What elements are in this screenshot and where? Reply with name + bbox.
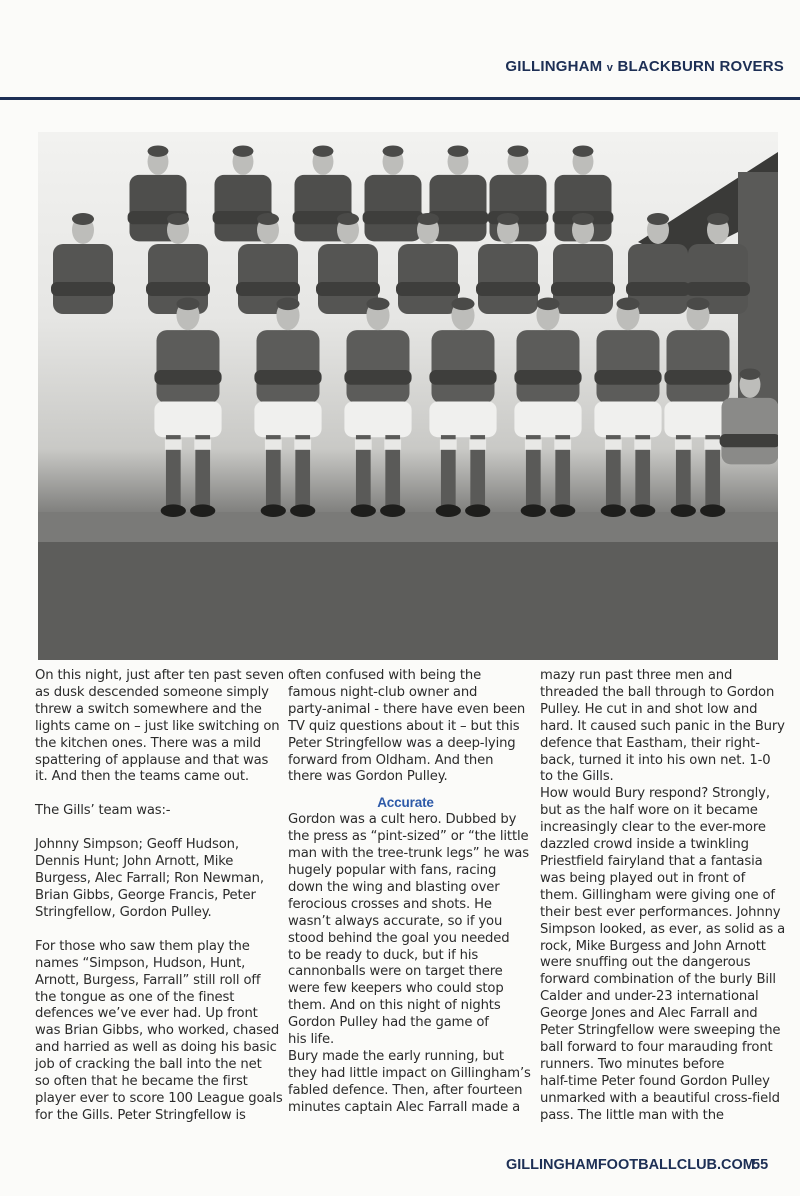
text-line: Peter Stringfellow was a deep-lying	[288, 735, 516, 751]
text-line: the tongue as one of the finest	[35, 989, 235, 1005]
text-line: Johnny Simpson; Geoff Hudson,	[35, 837, 239, 853]
text-line	[35, 786, 275, 803]
text-line: Gordon Pulley had the game of	[288, 1015, 489, 1031]
text-line: the press as “pint-sized” or “the little	[288, 829, 529, 845]
text-line: down the wing and blasting over	[288, 879, 500, 895]
team-photo	[38, 132, 778, 660]
player-figure	[344, 298, 411, 517]
text-line: but as the half wore on it became	[540, 803, 758, 819]
text-line: On this night, just after ten past seven	[35, 668, 284, 683]
text-line: The Gills’ team was:-	[35, 803, 171, 819]
text-line: often confused with being the	[288, 668, 482, 683]
text-line: rock, Mike Burgess and John Arnott	[540, 938, 766, 954]
text-line: wasn’t always accurate, so if you	[288, 913, 503, 929]
text-line: his life.	[288, 1032, 335, 1048]
player-figure	[254, 298, 321, 517]
player-figure	[51, 213, 115, 314]
player-figure	[429, 298, 496, 517]
text-line: there was Gordon Pulley.	[288, 769, 448, 785]
text-line: ball forward to four marauding front	[540, 1039, 773, 1055]
text-line: mazy run past three men and	[540, 668, 733, 683]
text-line: hugely popular with fans, racing	[288, 862, 497, 878]
text-line: the kitchen ones. There was a mild	[35, 735, 261, 751]
text-line: famous night-club owner and	[288, 684, 478, 700]
text-line: Peter Stringfellow were sweeping the	[540, 1023, 781, 1039]
text-line: unmarked with a beautiful cross-field	[540, 1090, 780, 1106]
text-line: ferocious crosses and shots. He	[288, 896, 492, 912]
player-figure	[594, 298, 661, 517]
subheading-accurate: Accurate	[377, 795, 434, 811]
text-line: For those who saw them play the	[35, 938, 250, 954]
text-line: it. And then the teams came out.	[35, 769, 249, 785]
text-line: man with the tree-trunk legs” he was	[288, 846, 529, 862]
text-line: Priestfield fairyland that a fantasia	[540, 853, 763, 869]
header-team-away: BLACKBURN ROVERS	[617, 58, 784, 75]
text-line: Burgess, Alec Farrall; Ron Newman,	[35, 871, 264, 887]
text-line: spattering of applause and that was	[35, 752, 269, 768]
text-line: Calder and under-23 international	[540, 989, 759, 1005]
text-line: cannonballs were on target there	[288, 964, 503, 980]
page-header-title	[505, 58, 784, 75]
text-line: half-time Peter found Gordon Pulley	[540, 1073, 770, 1089]
text-line: stood behind the goal you needed	[288, 930, 510, 946]
text-line: player ever to score 100 League goals	[35, 1090, 283, 1106]
text-line: George Jones and Alec Farrall and	[540, 1006, 758, 1022]
text-line: forward combination of the burly Bill	[540, 972, 776, 988]
text-line: TV quiz questions about it – but this	[288, 718, 520, 734]
player-figure	[514, 298, 581, 517]
text-line: defences we’ve ever had. Up front	[35, 1006, 258, 1022]
header-versus: v	[606, 62, 614, 74]
text-line: party-animal - there have even been	[288, 701, 526, 717]
article-column-3	[540, 668, 785, 1124]
text-line: them. Gillingham were giving one of	[540, 887, 775, 903]
player-figure	[363, 145, 424, 241]
player-figure	[154, 298, 221, 517]
text-line: as dusk descended someone simply	[35, 684, 269, 700]
text-line: for the Gills. Peter Stringfellow is	[35, 1107, 246, 1123]
text-line: job of cracking the ball into the net	[35, 1057, 262, 1073]
text-line: threaded the ball through to Gordon	[540, 684, 775, 700]
text-line	[35, 922, 275, 939]
text-line: Bury made the early running, but	[288, 1048, 504, 1064]
text-line: hard. It caused such panic in the Bury	[540, 718, 785, 734]
text-line: Pulley. He cut in and shot low and	[540, 701, 758, 717]
text-line: defence that Eastham, their right-	[540, 735, 760, 751]
text-line: Stringfellow, Gordon Pulley.	[35, 904, 212, 920]
text-line	[35, 820, 275, 837]
text-line: so often that he became the first	[35, 1074, 248, 1090]
header-rule	[0, 97, 800, 100]
text-line: to be ready to duck, but if his	[288, 947, 479, 963]
text-line: dazzled crowd inside a twinkling	[540, 837, 749, 853]
text-line: Gordon was a cult hero. Dubbed by	[288, 812, 517, 828]
text-line: fabled defence. Then, after fourteen	[288, 1082, 523, 1098]
text-line: minutes captain Alec Farrall made a	[288, 1099, 521, 1115]
page-number: 55	[752, 1157, 769, 1173]
text-line: and harried as well as doing his basic	[35, 1040, 277, 1056]
text-line: they had little impact on Gillingham’s	[288, 1065, 531, 1081]
text-line: were few keepers who could stop	[288, 981, 504, 997]
text-line: was Brian Gibbs, who worked, chased	[35, 1023, 280, 1039]
text-line: Brian Gibbs, George Francis, Peter	[35, 887, 256, 903]
text-line: Dennis Hunt; John Arnott, Mike	[35, 854, 234, 870]
text-line: How would Bury respond? Strongly,	[540, 786, 770, 802]
text-line: Simpson looked, as ever, as solid as a	[540, 921, 786, 937]
text-line: their best ever performances. Johnny	[540, 904, 781, 920]
text-line: names “Simpson, Hudson, Hunt,	[35, 955, 246, 971]
text-line: forward from Oldham. And then	[288, 752, 494, 768]
text-line: Arnott, Burgess, Farrall” still roll off	[35, 972, 261, 988]
footer-website: GILLINGHAMFOOTBALLCLUB.COM	[506, 1157, 755, 1173]
text-line: runners. Two minutes before	[540, 1056, 725, 1072]
text-line: pass. The little man with the	[540, 1107, 724, 1123]
text-line: them. And on this night of nights	[288, 998, 501, 1014]
article-column-2	[288, 668, 531, 1117]
article-column-1	[35, 668, 284, 1125]
text-line: lights came on – just like switching on	[35, 718, 280, 734]
header-team-home: GILLINGHAM	[505, 58, 603, 75]
text-line: to the Gills.	[540, 769, 614, 785]
text-line: threw a switch somewhere and the	[35, 701, 262, 717]
text-line: back, turned it into his own net. 1-0	[540, 752, 771, 768]
text-line: were snuffing out the dangerous	[540, 955, 751, 971]
team-photo-image	[38, 132, 778, 660]
text-line: was being played out in front of	[540, 870, 746, 886]
text-line: increasingly clear to the ever-more	[540, 820, 766, 836]
